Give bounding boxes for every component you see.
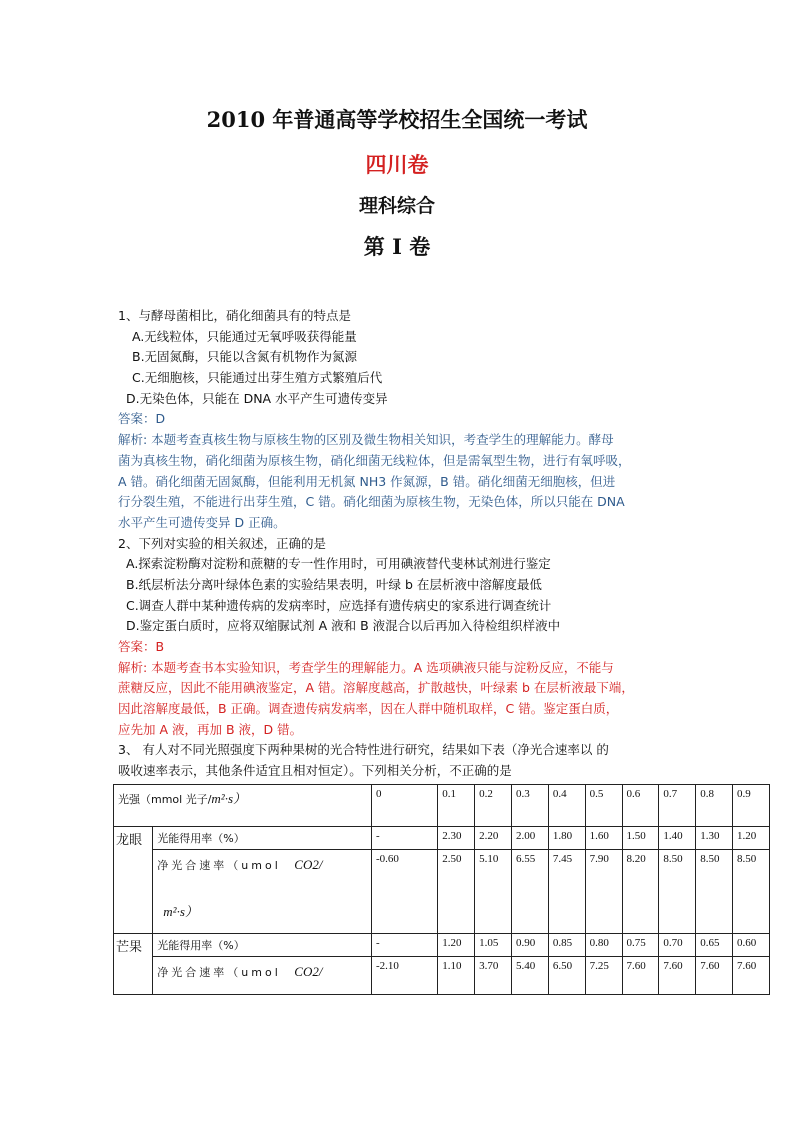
volume-title: 第 I 卷: [363, 234, 431, 259]
table-cell: 0.80: [585, 934, 622, 957]
table-cell: 0.60: [733, 934, 770, 957]
q3-stem-line: 3、 有人对不同光照强度下两种果树的光合特性进行研究，结果如下表（净光合速率以 的: [118, 742, 609, 758]
table-cell: 2.20: [475, 827, 512, 850]
q1-option-a: A.无线粒体，只能通过无氧呼吸获得能量: [132, 328, 357, 344]
table-cell: 7.60: [659, 957, 696, 995]
q2-analysis-line: 蔗糖反应，因此不能用碘液鉴定，A 错。溶解度越高，扩散越快，叶绿素 b 在层析液最下端，: [118, 680, 634, 696]
q1-option-d: D.无染色体，只能在 DNA 水平产生可遗传变异: [126, 390, 388, 406]
table-row: [114, 934, 770, 957]
q2-option-d: D.鉴定蛋白质时，应将双缩脲试剂 A 液和 B 液混合以后再加入待检组织样液中: [126, 618, 561, 634]
table-cell: 1.50: [622, 827, 659, 850]
metric-unit: CO2/: [294, 857, 323, 872]
table-cell: 8.50: [696, 850, 733, 934]
table-cell: -: [371, 827, 437, 850]
data-table: [113, 784, 770, 995]
exam-title: 2010 年普通高等学校招生全国统一考试: [206, 107, 588, 132]
header-label-cell: [114, 785, 372, 827]
header-value: 0: [371, 785, 437, 827]
metric-label-cell: [153, 850, 372, 934]
table-cell: 1.30: [696, 827, 733, 850]
metric-label-cell: [153, 957, 372, 995]
metric-unit: CO2/: [294, 964, 323, 979]
metric-label: 光能得用率（%）: [153, 827, 372, 850]
table-cell: 6.55: [511, 850, 548, 934]
province-title: 四川卷: [365, 152, 429, 177]
metric-label: 净光合速率（umol: [157, 859, 281, 872]
q2-option-a: A.探索淀粉酶对淀粉和蔗糖的专一性作用时，可用碘液替代斐林试剂进行鉴定: [126, 556, 551, 572]
header-value: 0.3: [511, 785, 548, 827]
q1-analysis-line: 水平产生可遗传变异 D 正确。: [118, 514, 286, 530]
table-cell: 7.60: [733, 957, 770, 995]
q2-analysis-line: 解析: 本题考查书本实验知识，考查学生的理解能力。A 选项碘液只能与淀粉反应，不能与: [118, 659, 614, 675]
header-value: 0.5: [585, 785, 622, 827]
header-unit: m²·s）: [211, 791, 247, 806]
header-value: 0.1: [438, 785, 475, 827]
table-cell: 5.40: [511, 957, 548, 995]
table-cell: 1.60: [585, 827, 622, 850]
table-cell: -: [371, 934, 437, 957]
table-cell: 7.60: [696, 957, 733, 995]
q1-analysis-line: A 错。硝化细菌无固氮酶，但能利用无机氮 NH3 作氮源，B 错。硝化细菌无细胞核，但进: [118, 473, 616, 489]
q2-option-b: B.纸层析法分离叶绿体色素的实验结果表明，叶绿 b 在层析液中溶解度最低: [126, 576, 542, 592]
table-cell: 7.45: [548, 850, 585, 934]
header-value: 0.6: [622, 785, 659, 827]
table-cell: 1.80: [548, 827, 585, 850]
q3-stem-line: 吸收速率表示，其他条件适宜且相对恒定）。下列相关分析，不正确的是: [118, 763, 512, 779]
fruit-label: 芒果: [114, 934, 153, 995]
table-cell: 8.20: [622, 850, 659, 934]
subject-title: 理科综合: [358, 195, 435, 217]
q1-option-b: B.无固氮酶，只能以含氮有机物作为氮源: [132, 349, 358, 365]
q2-stem: 2、下列对实验的相关叙述，正确的是: [118, 535, 326, 551]
table-cell: -0.60: [371, 850, 437, 934]
table-cell: 7.25: [585, 957, 622, 995]
q1-option-c: C.无细胞核，只能通过出芽生殖方式繁殖后代: [132, 370, 383, 386]
table-cell: 1.20: [733, 827, 770, 850]
metric-unit-2: m²·s）: [163, 904, 198, 919]
q1-analysis-line: 解析: 本题考查真核生物与原核生物的区别及微生物相关知识，考查学生的理解能力。酵母: [118, 432, 614, 448]
table-cell: 0.70: [659, 934, 696, 957]
table-cell: 1.40: [659, 827, 696, 850]
header-value: 0.9: [733, 785, 770, 827]
table-row: [114, 850, 770, 934]
q1-answer: 答案：D: [118, 411, 166, 427]
q2-answer: 答案：B: [118, 639, 165, 654]
table-cell: 7.90: [585, 850, 622, 934]
table-cell: 0.65: [696, 934, 733, 957]
table-cell: 5.10: [475, 850, 512, 934]
q2-option-c: C.调查人群中某种遗传病的发病率时，应选择有遗传病史的家系进行调查统计: [126, 597, 552, 613]
q2-analysis-line: 因此溶解度最低，B 正确。调查遗传病发病率，因在人群中随机取样，C 错。鉴定蛋白质，: [118, 701, 619, 717]
table-row: [114, 827, 770, 850]
table-cell: 2.00: [511, 827, 548, 850]
table-row: [114, 957, 770, 995]
header-value: 0.7: [659, 785, 696, 827]
table-cell: 1.10: [438, 957, 475, 995]
fruit-label: 龙眼: [114, 827, 153, 934]
table-cell: 1.05: [475, 934, 512, 957]
table-cell: 8.50: [733, 850, 770, 934]
header-value: 0.8: [696, 785, 733, 827]
table-cell: 8.50: [659, 850, 696, 934]
table-cell: 7.60: [622, 957, 659, 995]
q1-analysis-line: 菌为真核生物，硝化细菌为原核生物，硝化细菌无线粒体，但是需氧型生物，进行有氧呼吸，: [118, 452, 631, 468]
metric-label: 净光合速率（umol: [157, 966, 281, 979]
table-cell: 2.30: [438, 827, 475, 850]
table-cell: 1.20: [438, 934, 475, 957]
table-cell: 3.70: [475, 957, 512, 995]
table-cell: 2.50: [438, 850, 475, 934]
header-value: 0.2: [475, 785, 512, 827]
table-cell: 0.75: [622, 934, 659, 957]
table-cell: 6.50: [548, 957, 585, 995]
table-cell: 0.90: [511, 934, 548, 957]
table-header-row: [114, 785, 770, 827]
q1-stem: 1、与酵母菌相比，硝化细菌具有的特点是: [118, 308, 351, 323]
table-cell: 0.85: [548, 934, 585, 957]
q1-analysis-line: 行分裂生殖，不能进行出芽生殖，C 错。硝化细菌为原核生物，无染色体，所以只能在 DNA: [118, 494, 625, 510]
header-value: 0.4: [548, 785, 585, 827]
metric-label: 光能得用率（%）: [153, 934, 372, 957]
table-cell: -2.10: [371, 957, 437, 995]
question-body: [118, 306, 678, 782]
header-label: 光强（mmol 光子/: [118, 793, 212, 806]
q2-analysis-line: 应先加 A 液，再加 B 液，D 错。: [118, 721, 303, 737]
